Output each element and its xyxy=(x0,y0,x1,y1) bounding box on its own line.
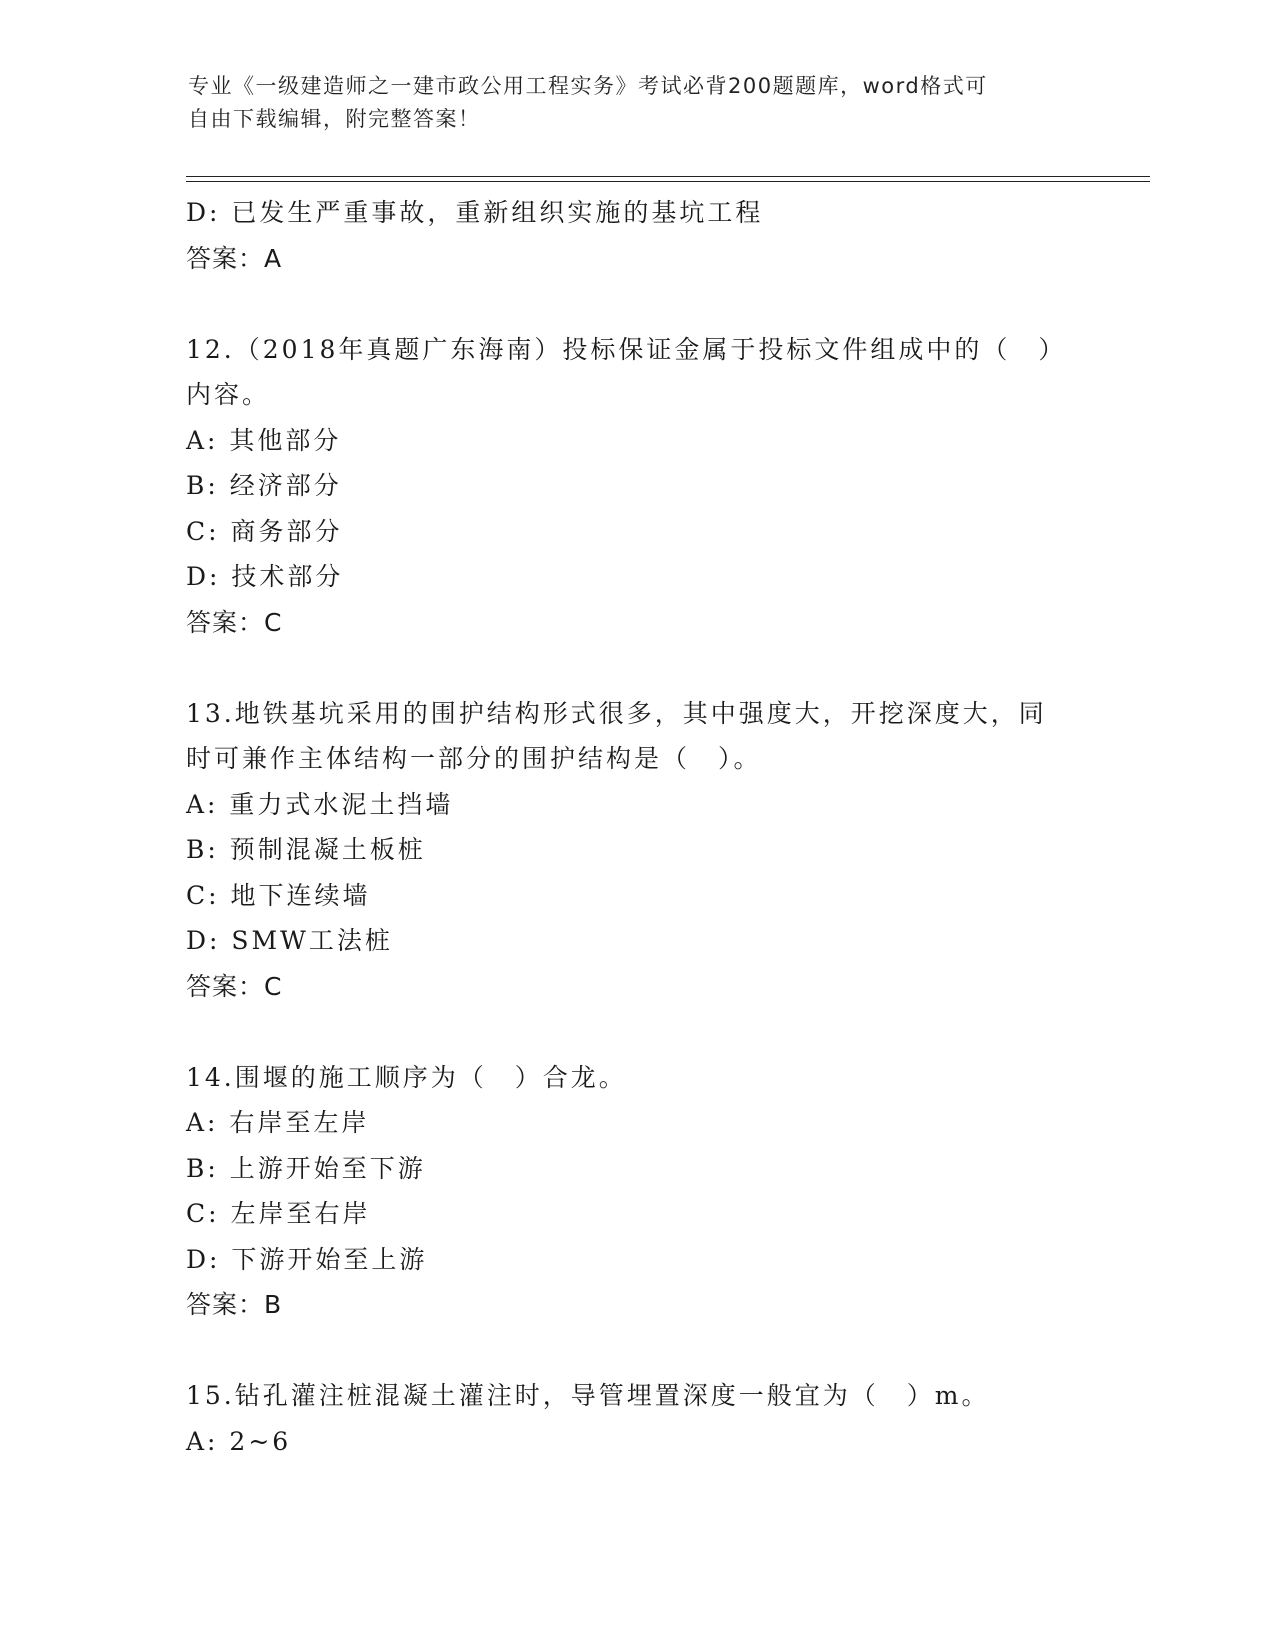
question-14 xyxy=(186,1055,1086,1328)
question-13 xyxy=(186,691,1086,1010)
q13-answer: 答案：C xyxy=(186,971,283,1001)
header-line-2: 自由下载编辑，附完整答案！ xyxy=(188,107,481,131)
q12-option-b: B: 经济部分 xyxy=(186,471,342,500)
q15-stem-line-1: 15.钻孔灌注桩混凝土灌注时，导管埋置深度一般宜为（ ）m。 xyxy=(186,1381,990,1410)
q13-option-a: A: 重力式水泥土挡墙 xyxy=(186,789,454,819)
q13-stem-line-2: 时可兼作主体结构一部分的围护结构是（ ）。 xyxy=(186,744,762,773)
q13-option-c: C: 地下连续墙 xyxy=(186,880,371,910)
q13-stem-line-1: 13.地铁基坑采用的围护结构形式很多，其中强度大，开挖深度大，同 xyxy=(186,698,1047,728)
question-15 xyxy=(186,1373,1086,1464)
question-spacer xyxy=(186,1328,1086,1374)
question-spacer xyxy=(186,645,1086,691)
q12-stem-line-2: 内容。 xyxy=(186,380,271,409)
q12-answer: 答案：C xyxy=(186,607,283,637)
q13-option-b: B: 预制混凝土板桩 xyxy=(186,835,426,864)
question-spacer xyxy=(186,1009,1086,1055)
q11-option-d: D: 已发生严重事故，重新组织实施的基坑工程 xyxy=(186,198,764,227)
document-header xyxy=(188,70,1088,136)
q14-answer: 答案：B xyxy=(186,1290,283,1319)
q13-option-d: D: SMW工法桩 xyxy=(186,926,393,955)
document-body xyxy=(186,190,1086,1464)
q15-option-a: A: 2~6 xyxy=(186,1426,292,1456)
q14-option-c: C: 左岸至右岸 xyxy=(186,1199,371,1228)
header-divider-top xyxy=(186,176,1150,177)
q11-answer: 答案：A xyxy=(186,243,283,273)
q14-stem-line-1: 14.围堰的施工顺序为（ ）合龙。 xyxy=(186,1062,627,1092)
q14-option-b: B: 上游开始至下游 xyxy=(186,1153,426,1183)
q14-option-d: D: 下游开始至上游 xyxy=(186,1244,428,1274)
question-11-tail xyxy=(186,190,1086,281)
q12-option-c: C: 商务部分 xyxy=(186,516,343,546)
q12-option-a: A: 其他部分 xyxy=(186,425,342,455)
q14-option-a: A: 右岸至左岸 xyxy=(186,1108,370,1137)
q12-stem-line-1: 12.（2018年真题广东海南）投标保证金属于投标文件组成中的（ ） xyxy=(186,334,1067,364)
q12-option-d: D: 技术部分 xyxy=(186,562,344,591)
question-spacer xyxy=(186,281,1086,327)
header-divider-bottom xyxy=(186,181,1150,182)
header-line-1: 专业《一级建造师之一建市政公用工程实务》考试必背200题题库，word格式可 xyxy=(188,74,988,98)
question-12 xyxy=(186,327,1086,646)
